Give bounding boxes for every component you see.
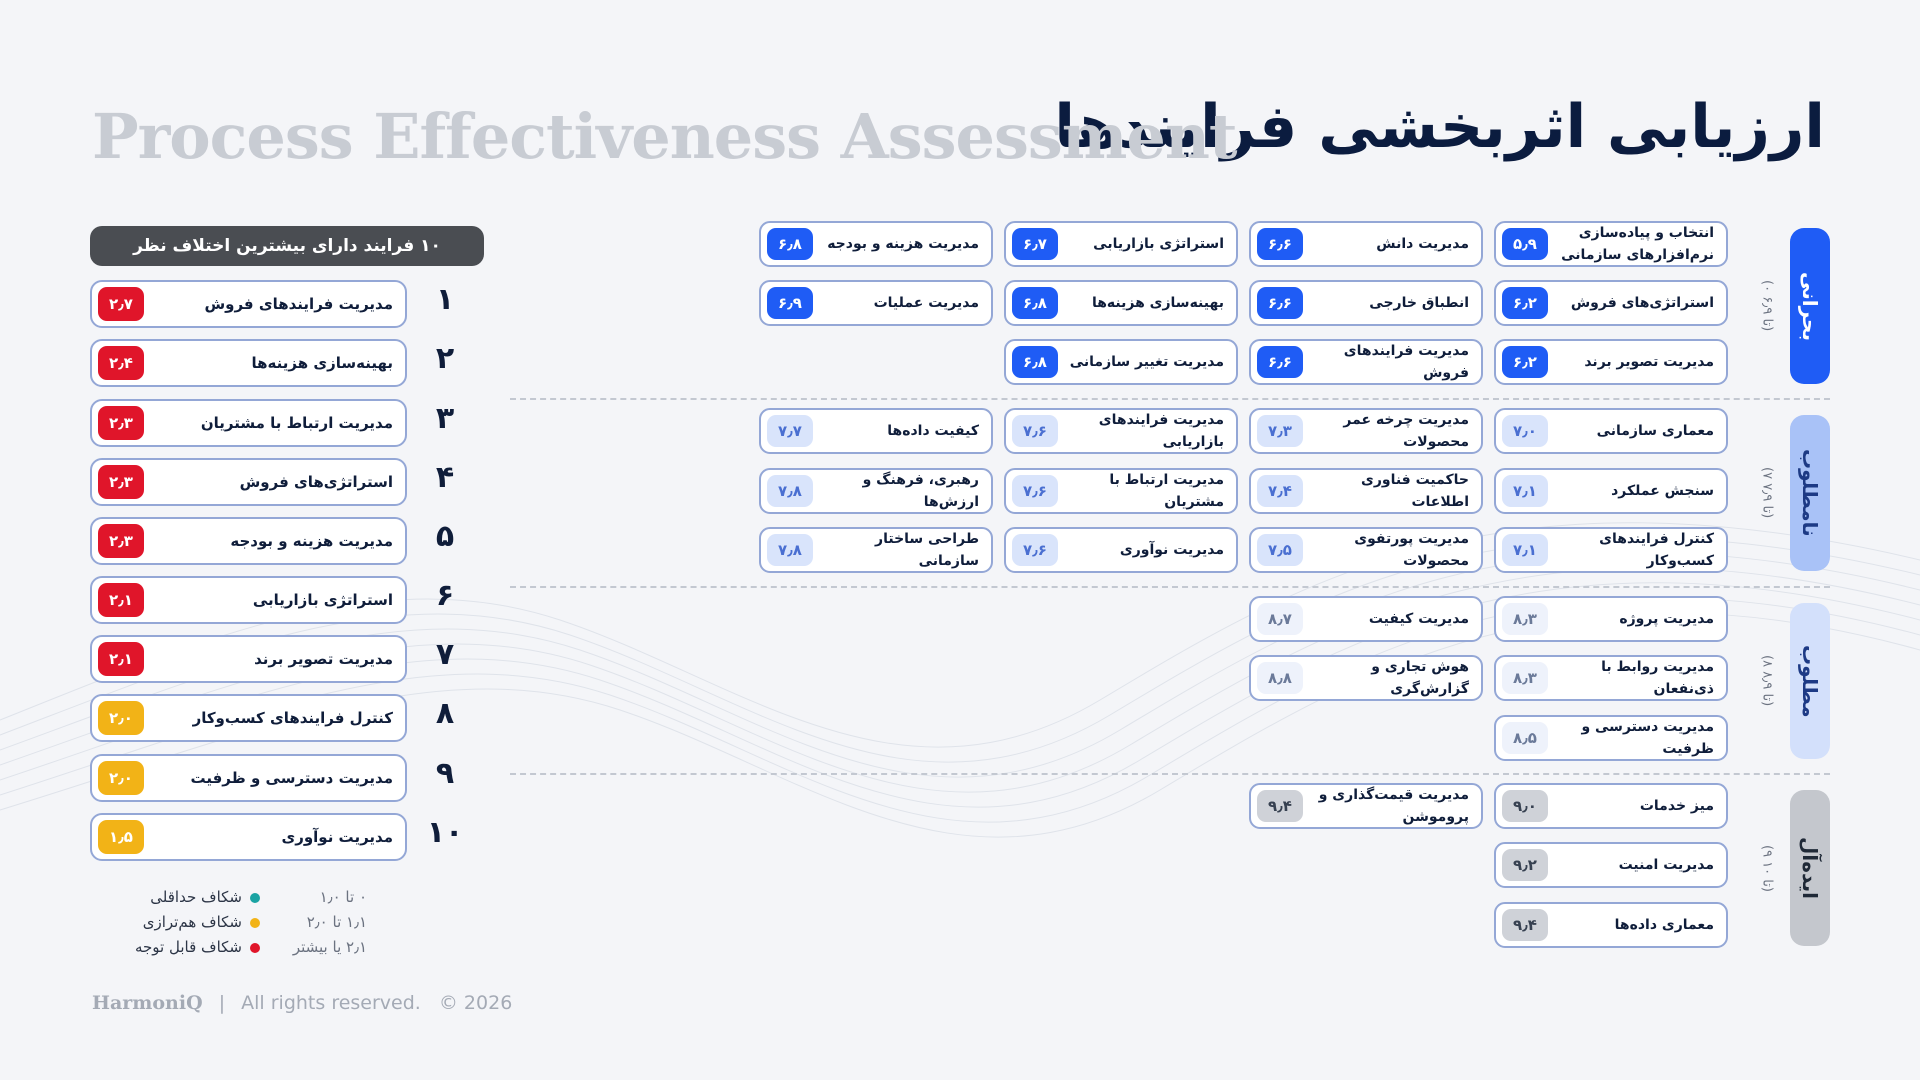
- process-card[interactable]: [1494, 527, 1728, 573]
- top10-item[interactable]: [90, 339, 407, 387]
- process-score: ۷٫۴: [1257, 475, 1303, 507]
- category-ideal-label: ایده‌آل: [1798, 837, 1822, 899]
- process-label: مدیریت فرایندهای فروش: [1343, 343, 1469, 381]
- top10-item[interactable]: [90, 517, 407, 565]
- gap-score: ۲٫۱: [98, 642, 144, 676]
- process-card[interactable]: [1004, 339, 1238, 385]
- legend-range: ۲٫۱ یا بیشتر: [292, 938, 367, 956]
- process-score: ۵٫۹: [1502, 228, 1548, 260]
- process-label: مدیریت ارتباط با مشتریان: [1109, 472, 1224, 510]
- process-score: ۹٫۰: [1502, 790, 1548, 822]
- rank-number: ۸: [435, 696, 455, 731]
- process-label: مدیریت قیمت‌گذاری و پروموشن: [1318, 787, 1469, 825]
- process-card[interactable]: [1494, 596, 1728, 642]
- footer: [92, 992, 512, 1014]
- process-score: ۷٫۰: [1502, 415, 1548, 447]
- top10-item[interactable]: [90, 694, 407, 742]
- process-score: ۶٫۲: [1502, 346, 1548, 378]
- footer-separator: |: [218, 992, 226, 1014]
- gap-score: ۲٫۳: [98, 524, 144, 558]
- process-score: ۷٫۸: [767, 534, 813, 566]
- process-score: ۹٫۴: [1502, 909, 1548, 941]
- process-score: ۶٫۶: [1257, 228, 1303, 260]
- rank-number: ۴: [435, 460, 455, 495]
- category-crisis-label: بحرانی: [1798, 271, 1822, 341]
- process-score: ۷٫۳: [1257, 415, 1303, 447]
- process-score: ۸٫۳: [1502, 662, 1548, 694]
- process-score: ۶٫۲: [1502, 287, 1548, 319]
- rank-number: ۹: [435, 756, 455, 791]
- process-card[interactable]: [1004, 408, 1238, 454]
- process-label: مدیریت امنیت: [1618, 857, 1714, 873]
- process-label: مدیریت کیفیت: [1368, 611, 1469, 627]
- category-undesirable-label: نامطلوب: [1798, 449, 1822, 537]
- process-card[interactable]: [1494, 221, 1728, 267]
- rank-number: ۱۰: [426, 815, 464, 850]
- process-label: مدیریت تصویر برند: [1584, 354, 1714, 370]
- process-score: ۸٫۸: [1257, 662, 1303, 694]
- top10-label: مدیریت دسترسی و ظرفیت: [190, 769, 393, 787]
- legend-range: ۰ تا ۱٫۰: [319, 888, 367, 906]
- legend-range: ۱٫۱ تا ۲٫۰: [306, 913, 367, 931]
- top10-header: ۱۰ فرایند دارای بیشترین اختلاف نظر: [90, 226, 484, 266]
- process-label: مدیریت چرخه عمر محصولات: [1343, 412, 1469, 450]
- gap-score: ۲٫۴: [98, 346, 144, 380]
- process-card[interactable]: [1494, 339, 1728, 385]
- process-score: ۸٫۳: [1502, 603, 1548, 635]
- footer-rights: All rights reserved.: [241, 992, 421, 1014]
- process-label: مدیریت عملیات: [873, 295, 979, 311]
- process-card[interactable]: [1494, 280, 1728, 326]
- process-card[interactable]: [1249, 280, 1483, 326]
- process-card[interactable]: [759, 527, 993, 573]
- process-label: انتخاب و پیاده‌سازی نرم‌افزارهای سازمانی: [1561, 225, 1714, 263]
- process-label: مدیریت هزینه و بودجه: [827, 236, 979, 252]
- process-score: ۶٫۶: [1257, 346, 1303, 378]
- process-card[interactable]: [759, 408, 993, 454]
- process-card[interactable]: [1249, 468, 1483, 514]
- process-label: رهبری، فرهنگ و ارزش‌ها: [862, 472, 979, 510]
- process-score: ۶٫۸: [767, 228, 813, 260]
- process-card[interactable]: [1249, 596, 1483, 642]
- top10-item[interactable]: [90, 399, 407, 447]
- gap-score: ۲٫۳: [98, 465, 144, 499]
- rank-number: ۷: [435, 637, 455, 672]
- process-card[interactable]: [759, 468, 993, 514]
- process-label: کنترل فرایندهای کسب‌وکار: [1599, 531, 1714, 569]
- process-card[interactable]: [1249, 783, 1483, 829]
- rank-number: ۶: [435, 578, 455, 613]
- process-card[interactable]: [1004, 527, 1238, 573]
- process-score: ۶٫۸: [1012, 346, 1058, 378]
- process-label: حاکمیت فناوری اطلاعات: [1360, 472, 1469, 510]
- process-label: مدیریت نوآوری: [1119, 542, 1224, 558]
- process-card[interactable]: [1494, 655, 1728, 701]
- gap-score: ۲٫۱: [98, 583, 144, 617]
- legend-dot-icon: [250, 918, 260, 928]
- process-card[interactable]: [1494, 715, 1728, 761]
- top10-label: مدیریت نوآوری: [281, 828, 393, 846]
- process-card[interactable]: [1004, 280, 1238, 326]
- category-desired: [1790, 603, 1830, 759]
- category-desired-label: مطلوب: [1798, 644, 1822, 718]
- process-card[interactable]: [1249, 339, 1483, 385]
- process-card[interactable]: [759, 280, 993, 326]
- legend-item: شکاف حداقلی: [150, 888, 260, 910]
- process-score: ۶٫۶: [1257, 287, 1303, 319]
- rank-number: ۱: [435, 282, 455, 317]
- page-title: ارزیابی اثربخشی فرایندها: [1054, 92, 1825, 162]
- category-undesirable-range: (۷ تا ۷٫۹): [1759, 467, 1775, 519]
- top10-item[interactable]: [90, 754, 407, 802]
- process-score: ۷٫۵: [1257, 534, 1303, 566]
- process-label: بهینه‌سازی هزینه‌ها: [1091, 295, 1224, 311]
- gap-score: ۲٫۰: [98, 761, 144, 795]
- top10-label: کنترل فرایندهای کسب‌وکار: [192, 709, 393, 727]
- top10-label: مدیریت ارتباط با مشتریان: [200, 414, 393, 432]
- section-divider: [510, 398, 1830, 400]
- top10-item[interactable]: [90, 280, 407, 328]
- process-label: مدیریت دانش: [1376, 236, 1469, 252]
- process-score: ۷٫۸: [767, 475, 813, 507]
- section-divider: [510, 773, 1830, 775]
- top10-item[interactable]: [90, 458, 407, 506]
- process-label: کیفیت داده‌ها: [887, 423, 979, 439]
- top10-label: بهینه‌سازی هزینه‌ها: [251, 354, 393, 372]
- process-card[interactable]: [1494, 468, 1728, 514]
- process-label: مدیریت تغییر سازمانی: [1069, 354, 1224, 370]
- process-card[interactable]: [1494, 783, 1728, 829]
- gap-score: ۲٫۳: [98, 406, 144, 440]
- process-label: هوش تجاری و گزارش‌گری: [1371, 659, 1469, 697]
- category-crisis: [1790, 228, 1830, 384]
- process-score: ۹٫۴: [1257, 790, 1303, 822]
- section-divider: [510, 586, 1830, 588]
- top10-item[interactable]: [90, 576, 407, 624]
- process-score: ۷٫۶: [1012, 415, 1058, 447]
- process-label: میز خدمات: [1639, 798, 1714, 814]
- process-card[interactable]: [1004, 468, 1238, 514]
- process-score: ۶٫۸: [1012, 287, 1058, 319]
- top10-label: مدیریت هزینه و بودجه: [230, 532, 393, 550]
- process-score: ۷٫۱: [1502, 475, 1548, 507]
- gap-score: ۲٫۰: [98, 701, 144, 735]
- process-card[interactable]: [1249, 408, 1483, 454]
- rank-number: ۵: [435, 519, 455, 554]
- legend-dot-icon: [250, 893, 260, 903]
- top10-label: استراتژی بازاریابی: [252, 591, 393, 609]
- footer-copyright: © 2026: [438, 992, 513, 1014]
- gap-score: ۲٫۷: [98, 287, 144, 321]
- footer-brand: HarmoniQ: [92, 992, 203, 1014]
- process-label: طراحی ساختار سازمانی: [875, 531, 979, 569]
- top10-item[interactable]: [90, 635, 407, 683]
- process-label: مدیریت روابط با ذی‌نفعان: [1601, 659, 1714, 697]
- gap-score: ۱٫۵: [98, 820, 144, 854]
- process-score: ۶٫۷: [1012, 228, 1058, 260]
- process-score: ۸٫۵: [1502, 722, 1548, 754]
- process-score: ۷٫۱: [1502, 534, 1548, 566]
- legend-item: شکاف هم‌ترازی: [143, 913, 260, 935]
- category-crisis-range: (۰ تا ۶٫۹): [1759, 280, 1775, 332]
- legend-dot-icon: [250, 943, 260, 953]
- process-label: مدیریت پورتفوی محصولات: [1354, 531, 1469, 569]
- top10-label: مدیریت تصویر برند: [254, 650, 393, 668]
- process-card[interactable]: [1494, 842, 1728, 888]
- process-score: ۶٫۹: [767, 287, 813, 319]
- page-title-english: Process Effectiveness Assessment: [92, 100, 1237, 173]
- process-label: استراتژی‌های فروش: [1570, 295, 1714, 311]
- process-score: ۹٫۲: [1502, 849, 1548, 881]
- process-label: معماری داده‌ها: [1614, 917, 1714, 933]
- process-card[interactable]: [1494, 408, 1728, 454]
- process-card[interactable]: [1249, 527, 1483, 573]
- rank-number: ۲: [435, 341, 455, 376]
- category-undesirable: [1790, 415, 1830, 571]
- process-label: استراتژی بازاریابی: [1093, 236, 1224, 252]
- process-label: مدیریت پروژه: [1619, 611, 1714, 627]
- rank-number: ۳: [435, 401, 455, 436]
- process-label: سنجش عملکرد: [1611, 483, 1714, 499]
- category-ideal-range: (۹ تا ۱۰): [1759, 844, 1775, 892]
- process-card[interactable]: [1249, 655, 1483, 701]
- process-label: مدیریت فرایندهای بازاریابی: [1098, 412, 1224, 450]
- top10-label: مدیریت فرایندهای فروش: [204, 295, 393, 313]
- process-label: مدیریت دسترسی و ظرفیت: [1581, 719, 1714, 757]
- process-label: معماری سازمانی: [1596, 423, 1714, 439]
- category-desired-range: (۸ تا ۸٫۹): [1759, 655, 1775, 707]
- process-score: ۷٫۷: [767, 415, 813, 447]
- process-score: ۷٫۶: [1012, 475, 1058, 507]
- legend-item: شکاف قابل توجه: [135, 938, 260, 960]
- top10-item[interactable]: [90, 813, 407, 861]
- process-card[interactable]: [759, 221, 993, 267]
- category-ideal: [1790, 790, 1830, 946]
- process-card[interactable]: [1249, 221, 1483, 267]
- process-score: ۷٫۶: [1012, 534, 1058, 566]
- process-label: انطباق خارجی: [1369, 295, 1469, 311]
- process-score: ۸٫۷: [1257, 603, 1303, 635]
- process-card[interactable]: [1004, 221, 1238, 267]
- top10-label: استراتژی‌های فروش: [239, 473, 393, 491]
- process-card[interactable]: [1494, 902, 1728, 948]
